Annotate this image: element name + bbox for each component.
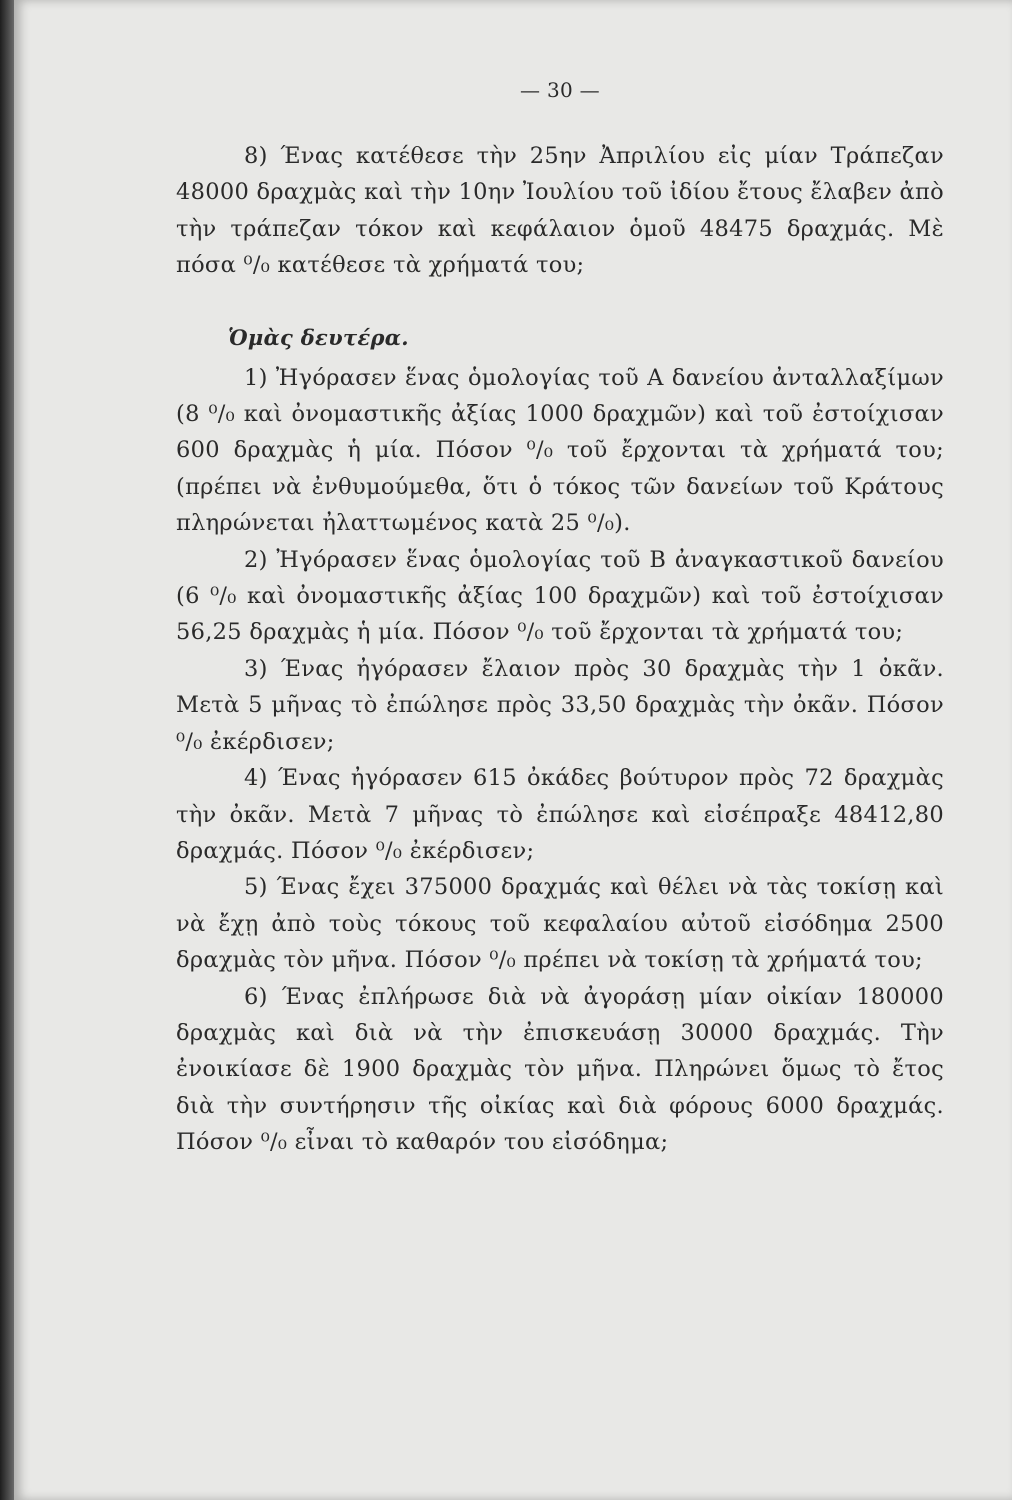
problem-6: 6) Ένας ἐπλήρωσε διὰ νὰ ἀγοράσῃ μίαν οἰκίαν 180000 δραχμὰς καὶ διὰ νὰ τὴν ἐπισκευάσῃ 30000 δραχμάς. Τὴν ἐνοικίασε δὲ 1900 δραχμὰς τὸν μῆνα. Πληρώνει ὅμως τὸ ἔτος διὰ τὴν συντήρησιν τῆς οἰκίας καὶ διὰ φόρους 6000 δραχμάς. Πόσον ⁰/₀ εἶναι τὸ καθαρόν του εἰσόδημα; xyxy=(176,983,944,1156)
problem-2: 2) Ἠγόρασεν ἕνας ὁμολογίας τοῦ Β ἀναγκαστικοῦ δανείου (6 ⁰/₀ καὶ ὀνομαστικῆς ἀξίας 100 δραχμῶν) καὶ τοῦ ἐστοίχισαν 56,25 δραχμὰς ἡ μία. Πόσον ⁰/₀ τοῦ ἔρχονται τὰ χρήματά του; xyxy=(176,546,944,646)
problem-5: 5) Ένας ἔχει 375000 δραχμάς καὶ θέλει νὰ τὰς τοκίσῃ καὶ νὰ ἔχῃ ἀπὸ τοὺς τόκους τοῦ κεφαλαίου αὐτοῦ εἰσόδημα 2500 δραχμὰς τὸν μῆνα. Πόσον ⁰/₀ πρέπει νὰ τοκίσῃ τὰ χρήματά του; xyxy=(176,874,944,974)
problem-3: 3) Ένας ἠγόρασεν ἔλαιον πρὸς 30 δραχμὰς τὴν 1 ὀκᾶν. Μετὰ 5 μῆνας τὸ ἐπώλησε πρὸς 33,50 δραχμὰς τὴν ὀκᾶν. Πόσον ⁰/₀ ἐκέρδισεν; xyxy=(176,655,944,755)
problem-8: 8) Ένας κατέθεσε τὴν 25ην Ἀπριλίου εἰς μίαν Τράπεζαν 48000 δραχμὰς καὶ τὴν 10ην Ἰουλίου τοῦ ἰδίου ἔτους ἔλαβεν ἀπὸ τὴν τράπεζαν τόκον καὶ κεφάλαιον ὁμοῦ 48475 δραχμάς. Μὲ πόσα ⁰/₀ κατέθεσε τὰ χρήματά του; xyxy=(176,143,944,279)
section-heading: Ὁμὰς δευτέρα. xyxy=(228,324,409,350)
book-spine-edge xyxy=(0,0,14,1500)
problem-4: 4) Ένας ἠγόρασεν 615 ὀκάδες βούτυρον πρὸς 72 δραχμὰς τὴν ὀκᾶν. Μετὰ 7 μῆνας τὸ ἐπώλησε καὶ εἰσέπραξε 48412,80 δραχμάς. Πόσον ⁰/₀ ἐκέρδισεν; xyxy=(176,765,944,864)
page-content xyxy=(176,70,944,1161)
book-page xyxy=(14,0,1012,1500)
problem-1: 1) Ἠγόρασεν ἕνας ὁμολογίας τοῦ Α δανείου ἀνταλλαξίμων (8 ⁰/₀ καὶ ὀνομαστικῆς ἀξίας 1000 δραχμῶν) καὶ τοῦ ἐστοίχισαν 600 δραχμὰς ἡ μία. Πόσον ⁰/₀ τοῦ ἔρχονται τὰ χρήματά του; (πρέπει νὰ ἐνθυμούμεθα, ὅτι ὁ τόκος τῶν δανείων τοῦ Κράτους πληρώνεται ἠλαττωμένος κατὰ 25 ⁰/₀). xyxy=(176,364,944,537)
page-number: — 30 — xyxy=(520,78,600,102)
